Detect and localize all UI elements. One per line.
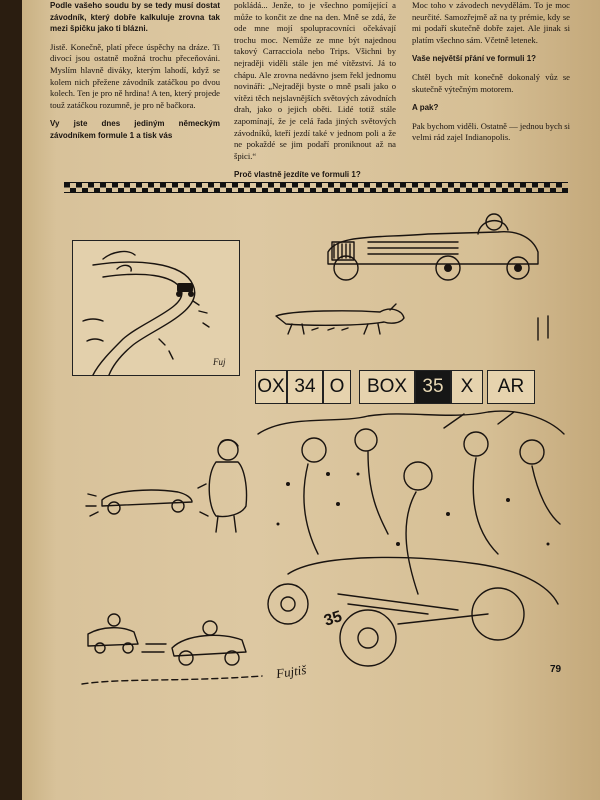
- question: A pak?: [412, 103, 439, 113]
- question: Vy jste dnes jediným německým závodníkem formule 1 a tisk vás: [50, 119, 220, 140]
- page-number: 79: [550, 664, 562, 675]
- text-column-2: [234, 0, 396, 188]
- sign-cell: 34: [287, 370, 323, 404]
- racing-chase-illustration: [82, 604, 262, 694]
- checkered-flag-divider: [64, 182, 568, 193]
- pit-crew-scene-illustration: [248, 404, 568, 694]
- question: Vaše největší přání ve formuli 1?: [412, 54, 537, 64]
- flag-post-icon: [534, 316, 554, 342]
- svg-text:35: 35: [321, 608, 345, 630]
- paragraph: Podle vašeho soudu by se tedy musí dostat závodník, který dobře kalkuluje zrovna tak mezi špičku jako ti blázni.: [50, 1, 220, 34]
- paragraph: pokládá... Jenže, to je všechno pomíjející a může to končit ze dne na den. Mně se zdá, že ode mne mojí spolupracovníci očekávají trochu moc. Nemůže ze mne být najednou takový Carracciola nebo Trips. Všichni by nejraději viděli stále jen mé vítězství. Já to chápu. Ale zrovna nedávno jsem řekl jednomu novináři: „Nejraději byste o mně psali jako o vítězi těch nejslavnějších světových závodních drah, jako o jejich oběti. Lidé totiž stále zapomínají, že je celá řada jiných světových závodníků, kteří jezdí také v jednom poli a že ne pokaždé se jim podaří proniknout až na špici.“: [234, 0, 396, 161]
- sign-cell: BOX: [359, 370, 415, 404]
- dachshund-illustration: [272, 292, 412, 342]
- sign-cell: 35: [415, 370, 451, 404]
- question: Proč vlastně jezdíte ve formuli 1?: [234, 170, 361, 180]
- paragraph: Jistě. Konečně, platí přece úspěchy na dráze. Ti divocí jsou ostatně možná trochu přeceňováni. Myslím hlavně diváky, kterým lahodí, když se kolem nich přežene závodník zatáčkou po dvou kolech. Ten je pro ně hrdina! A ten, který projede touž zatáčkou rozumně, je pro ně bačkora.: [50, 41, 220, 110]
- magazine-page: [22, 0, 600, 800]
- left-page-margin-edge: [0, 430, 22, 730]
- sign-cell: O: [323, 370, 351, 404]
- paragraph: Chtěl bych mít konečně dokonalý vůz se skutečně výtečným motorem.: [412, 71, 570, 94]
- sign-cell: OX: [255, 370, 287, 404]
- text-column-3: [412, 0, 570, 151]
- text-column-1: [50, 0, 220, 149]
- svg-text:Fuj: Fuj: [213, 357, 226, 367]
- man-with-toy-car-illustration: [82, 436, 252, 536]
- artist-signature: Fujtiš: [275, 661, 308, 682]
- vintage-car-illustration: [308, 212, 568, 292]
- sign-cell: AR: [487, 370, 535, 404]
- road-illustration: [73, 241, 239, 375]
- paragraph: Pak bychom viděli. Ostatně — jednou bych si velmi rád zajel Indianopolis.: [412, 120, 571, 143]
- paragraph: Moc toho v závodech nevydělám. To je moc neurčité. Samozřejmě až na ty prémie, kdy se mi podaří skutečně dobře zajet. Ale jinak si platím všechno sám. Včetně letenek.: [412, 0, 570, 45]
- sign-cell: X: [451, 370, 483, 404]
- cartoon-panel-road: [72, 240, 240, 376]
